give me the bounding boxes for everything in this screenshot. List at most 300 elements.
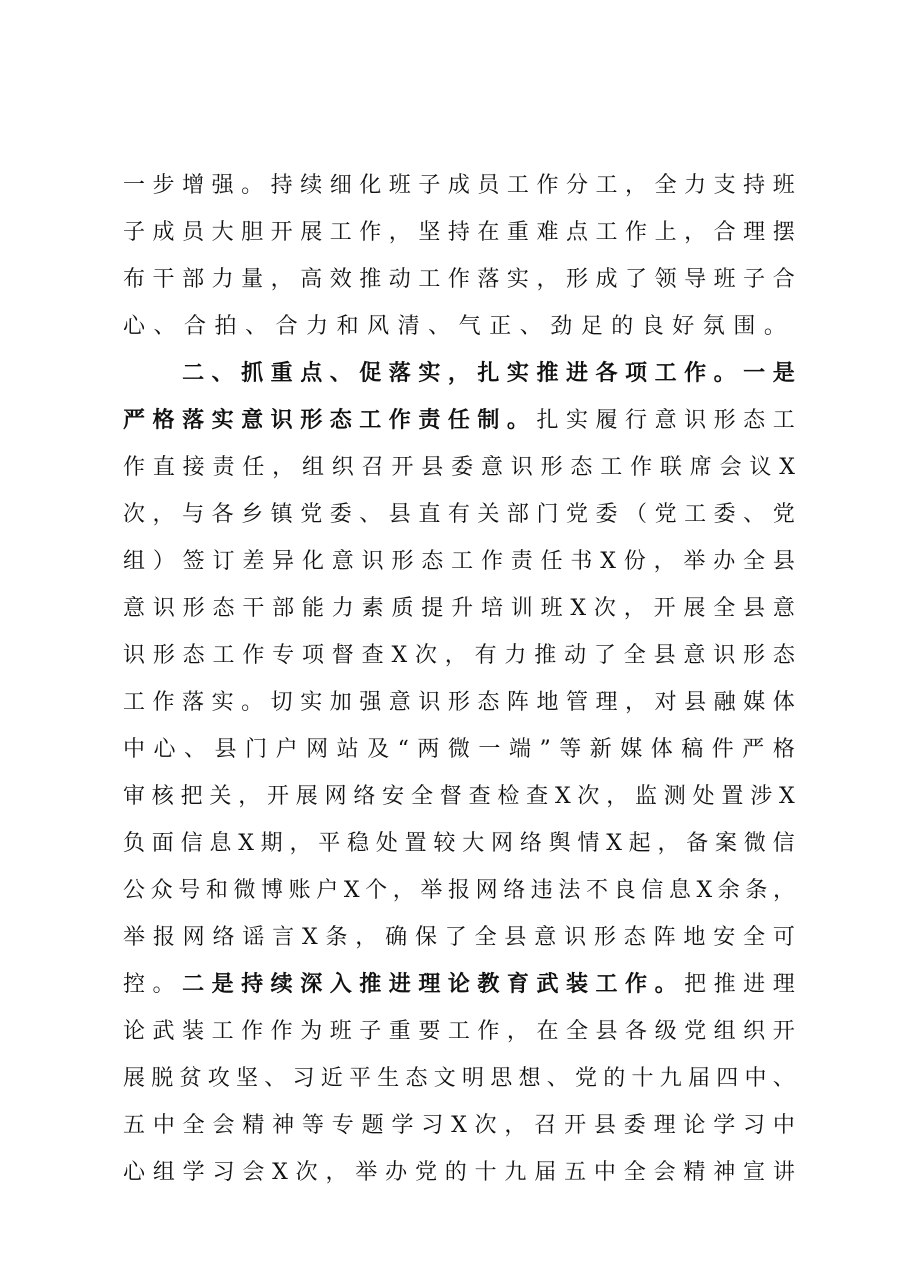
text-char: 情	[577, 831, 600, 856]
text-char: 班	[713, 267, 736, 292]
text-char: 工	[447, 1019, 470, 1044]
text-line	[123, 1149, 795, 1196]
text-char: 全	[410, 784, 433, 809]
text-line	[123, 585, 795, 632]
text-char: 武	[536, 971, 559, 997]
text-char: 负	[123, 831, 146, 856]
text-char: 班	[772, 173, 795, 198]
text-char: 。	[241, 173, 264, 198]
text-char: 实	[506, 267, 529, 292]
text-char: 想	[518, 1066, 541, 1091]
text-char: 格	[772, 737, 795, 762]
text-char: 委	[713, 502, 736, 527]
text-char: 作	[242, 643, 265, 668]
text-char: 稿	[681, 737, 704, 762]
text-char: 、	[546, 1066, 569, 1091]
text-char: 清	[397, 314, 429, 339]
text-char: 识	[684, 408, 707, 433]
text-char: 育	[506, 971, 529, 997]
text-char: 次	[123, 502, 146, 527]
text-char: 置	[721, 784, 744, 809]
text-char: 作	[480, 549, 503, 574]
text-char: 党	[414, 1160, 437, 1185]
text-char: 阵	[506, 690, 529, 715]
text-line	[123, 538, 795, 585]
text-char: 文	[433, 1066, 456, 1091]
text-char: 接	[182, 455, 205, 480]
text-char: ，	[772, 878, 795, 903]
text-char: 识	[713, 643, 736, 668]
text-char: 高	[300, 267, 323, 292]
text-char: 意	[480, 455, 503, 480]
text-char: X	[600, 549, 616, 574]
text-char: 五	[123, 1113, 146, 1138]
text-char: 平	[349, 1066, 372, 1091]
text-char: 精	[683, 1160, 706, 1185]
text-char: 二	[182, 971, 205, 997]
text-char: 条	[745, 878, 768, 903]
text-char: 一	[743, 360, 766, 386]
text-char: 县	[214, 737, 237, 762]
text-char: 形	[713, 408, 736, 433]
text-char: 党	[565, 502, 588, 527]
text-char: 动	[564, 643, 587, 668]
text-line	[123, 444, 795, 491]
text-char: 氛	[702, 314, 734, 339]
text-char: 级	[654, 1019, 677, 1044]
text-char: 直	[418, 502, 441, 527]
text-char: 心	[153, 737, 176, 762]
text-char: 微	[447, 737, 470, 762]
text-char: 九	[659, 1066, 682, 1091]
text-char: 展	[295, 784, 318, 809]
text-char: 两	[417, 737, 440, 762]
text-char: 检	[497, 784, 520, 809]
text-char: 推	[536, 360, 559, 386]
text-char: 、	[772, 1066, 795, 1091]
text-char: 网	[491, 831, 514, 856]
text-line	[123, 1008, 795, 1055]
text-char: 任	[447, 407, 470, 433]
text-char: 各	[595, 360, 618, 386]
text-char: 严	[742, 737, 765, 762]
text-char: 、	[743, 502, 766, 527]
text-char: 网	[475, 878, 498, 903]
text-char: 站	[336, 737, 359, 762]
text-char: 对	[654, 690, 677, 715]
text-char: 严	[123, 407, 146, 433]
text-char: 形	[565, 267, 588, 292]
text-char: ，	[625, 690, 648, 715]
text-char: 中	[123, 737, 146, 762]
text-char: 工	[123, 690, 146, 715]
text-char: 识	[123, 643, 146, 668]
text-char: 、	[329, 360, 352, 386]
text-char: 责	[510, 549, 533, 574]
text-char: 要	[418, 1019, 441, 1044]
text-char: 态	[477, 690, 500, 715]
text-char: 专	[272, 643, 295, 668]
text-char: X	[451, 1113, 467, 1138]
text-char: 贫	[179, 1066, 202, 1091]
text-char: 中	[744, 1066, 767, 1091]
text-char: 布	[123, 267, 146, 292]
text-char: 作	[241, 1019, 264, 1044]
text-char: 开	[564, 1113, 587, 1138]
text-char: ，	[606, 784, 629, 809]
text-char: ”	[539, 737, 551, 762]
text-char: 、	[245, 314, 276, 339]
text-char: 合	[275, 314, 307, 339]
text-char: 成	[447, 173, 470, 198]
text-char: X	[238, 831, 254, 856]
text-line	[123, 773, 795, 820]
text-char: 的	[444, 1160, 467, 1185]
text-char: 实	[418, 360, 441, 386]
text-char: 媒	[620, 737, 643, 762]
text-char: 络	[519, 831, 542, 856]
text-char: 工	[772, 408, 795, 433]
text-char: 党	[575, 1066, 598, 1091]
text-char: 号	[178, 878, 201, 903]
text-char: 重	[506, 220, 529, 245]
text-char: 化	[301, 549, 324, 574]
text-char: 工	[418, 267, 441, 292]
text-char: 件	[711, 737, 734, 762]
text-char: 微	[743, 831, 766, 856]
text-char: 面	[151, 831, 174, 856]
text-char: 工	[595, 220, 618, 245]
text-char: 强	[211, 173, 234, 198]
text-char: ，	[270, 267, 293, 292]
text-char: 态	[329, 407, 352, 433]
text-char: 足	[580, 314, 612, 339]
text-char: 实	[211, 407, 234, 433]
text-char: 网	[324, 784, 347, 809]
text-char: ，	[392, 878, 415, 903]
text-char: 近	[320, 1066, 343, 1091]
text-char: 习	[292, 1066, 315, 1091]
text-char: 升	[451, 596, 474, 621]
text-char: 办	[713, 549, 736, 574]
text-char: 余	[717, 878, 740, 903]
text-char: 全	[623, 643, 646, 668]
text-char: 子	[743, 267, 766, 292]
text-char: 增	[182, 173, 205, 198]
text-char: 党	[300, 502, 323, 527]
text-char: 导	[684, 267, 707, 292]
text-char: 众	[150, 878, 173, 903]
text-char: 识	[510, 455, 533, 480]
text-char: 强	[359, 690, 382, 715]
text-char: 四	[716, 1066, 739, 1091]
text-char: 学	[713, 1113, 736, 1138]
text-char: 开	[266, 784, 289, 809]
text-char: 账	[288, 878, 311, 903]
text-char: X	[272, 1160, 288, 1185]
text-char: 神	[272, 1113, 295, 1138]
text-char: 意	[772, 596, 795, 621]
text-char: 全	[743, 925, 766, 950]
text-char: 工	[654, 360, 677, 386]
text-char: 明	[462, 1066, 485, 1091]
text-char: 力	[331, 596, 354, 621]
text-char: 实	[300, 690, 323, 715]
text-char: 班	[388, 173, 411, 198]
text-char: 监	[635, 784, 658, 809]
text-char: 开	[772, 1019, 795, 1044]
text-char: 动	[388, 267, 411, 292]
text-char: 责	[418, 407, 441, 433]
text-char: 网	[306, 737, 329, 762]
text-char: 公	[123, 878, 146, 903]
text-char: ，	[447, 360, 470, 386]
text-char: 次	[474, 1113, 497, 1138]
text-char: X	[343, 878, 360, 903]
text-char: 核	[151, 784, 174, 809]
text-char: 信	[180, 831, 203, 856]
text-char: ，	[625, 173, 648, 198]
text-char: 会	[212, 1113, 235, 1138]
text-char: 作	[477, 1019, 500, 1044]
text-char: 工	[595, 971, 618, 997]
text-char: 、	[264, 1066, 287, 1091]
text-char: 重	[270, 360, 293, 386]
text-char: 意	[241, 407, 264, 433]
text-char: 扎	[477, 360, 500, 386]
text-char: 地	[683, 925, 706, 950]
text-char: 组	[123, 549, 146, 574]
text-char: 力	[211, 267, 234, 292]
text-char: 推	[534, 643, 557, 668]
text-char: 二	[182, 360, 205, 386]
text-char: 展	[683, 596, 706, 621]
text-char: 量	[241, 267, 264, 292]
text-char: 议	[749, 455, 772, 480]
text-char: 良	[613, 878, 636, 903]
text-char: 脱	[151, 1066, 174, 1091]
text-char: 续	[270, 971, 293, 997]
text-char: 举	[683, 549, 706, 574]
text-char: 点	[565, 220, 588, 245]
text-line	[123, 209, 795, 256]
text-char: 签	[182, 549, 205, 574]
text-char: 会	[719, 455, 742, 480]
text-char: 素	[361, 596, 384, 621]
text-char: 涉	[750, 784, 773, 809]
text-char: 九	[504, 1160, 527, 1185]
text-char: 切	[270, 690, 293, 715]
text-char: 持	[743, 173, 766, 198]
text-char: 安	[713, 925, 736, 950]
text-char: 举	[420, 878, 443, 903]
text-char: 效	[329, 267, 352, 292]
text-char: 提	[421, 596, 444, 621]
text-char: 阵	[653, 925, 676, 950]
text-char: 报	[152, 925, 175, 950]
text-char: 县	[388, 502, 411, 527]
text-line	[123, 867, 795, 914]
text-char: 全	[565, 1019, 588, 1044]
text-char: 端	[508, 737, 531, 762]
text-char: 全	[654, 173, 677, 198]
text-char: 。	[152, 972, 175, 997]
text-char: 、	[211, 360, 234, 386]
text-char: 进	[565, 360, 588, 386]
text-char: 较	[433, 831, 456, 856]
text-char: 作	[630, 455, 653, 480]
text-char: 查	[361, 643, 384, 668]
text-char: 实	[211, 690, 234, 715]
text-char: 大	[462, 831, 485, 856]
text-char: 书	[570, 549, 593, 574]
text-char: 子	[359, 1019, 382, 1044]
text-char: 论	[683, 1113, 706, 1138]
text-char: 形	[182, 596, 205, 621]
text-char: 抓	[241, 360, 264, 386]
text-char: 会	[242, 1160, 265, 1185]
text-char: 直	[152, 455, 175, 480]
text-char: 态	[772, 643, 795, 668]
text-char: 织	[743, 1019, 766, 1044]
text-char: 宣	[743, 1160, 766, 1185]
text-char: 。	[654, 971, 677, 997]
text-char: 工	[211, 1019, 234, 1044]
text-char: 识	[418, 690, 441, 715]
text-char: 持	[241, 971, 264, 997]
text-char: 报	[447, 878, 470, 903]
text-char: 媒	[743, 690, 766, 715]
text-char: 干	[152, 267, 175, 292]
body-text	[123, 162, 795, 1196]
text-char: ，	[152, 502, 175, 527]
text-char	[153, 350, 175, 397]
text-char: 项	[301, 643, 324, 668]
text-char: 置	[404, 831, 427, 856]
text-char: 体	[772, 690, 795, 715]
text-char: 员	[182, 220, 205, 245]
text-char: 良	[641, 314, 673, 339]
text-char: 开	[270, 220, 293, 245]
text-char: 处	[375, 831, 398, 856]
text-char: 心	[123, 1160, 146, 1185]
text-char: 有	[474, 643, 497, 668]
text-char: 。	[763, 314, 795, 339]
text-char: 培	[480, 596, 503, 621]
text-char: “	[397, 737, 409, 762]
text-char: 进	[388, 971, 411, 997]
text-char: 意	[388, 690, 411, 715]
text-char: 工	[684, 502, 707, 527]
text-char: 微	[233, 878, 256, 903]
text-char: 作	[536, 173, 559, 198]
text-char: 稳	[347, 831, 370, 856]
text-char: （	[625, 502, 648, 527]
text-char: 、	[359, 502, 382, 527]
text-line	[123, 726, 795, 773]
text-char: 案	[715, 831, 738, 856]
text-char: ，	[684, 220, 707, 245]
text-char: 心	[123, 314, 154, 339]
text-char: 审	[123, 784, 146, 809]
text-char: 理	[772, 972, 795, 997]
text-char: 实	[565, 408, 588, 433]
text-char: 入	[329, 971, 352, 997]
text-char: 体	[650, 737, 673, 762]
text-char: ，	[238, 784, 261, 809]
text-char: 委	[329, 502, 352, 527]
text-char: 坚	[236, 1066, 259, 1091]
text-line	[123, 397, 795, 444]
text-char: 合	[184, 314, 215, 339]
text-char: 识	[152, 596, 175, 621]
text-char: 了	[593, 643, 616, 668]
text-char: 督	[331, 643, 354, 668]
text-char: 态	[182, 643, 205, 668]
text-char: X	[778, 784, 795, 809]
text-char: 开	[391, 455, 414, 480]
text-char: 融	[713, 690, 736, 715]
text-char: 开	[653, 596, 676, 621]
text-char: 子	[418, 173, 441, 198]
text-line	[123, 256, 795, 303]
text-char: 形	[447, 690, 470, 715]
text-char: 理	[743, 220, 766, 245]
text-char: 成	[595, 267, 618, 292]
text-char: 镇	[270, 502, 293, 527]
text-char: 的	[611, 314, 642, 339]
text-char: 会	[653, 1160, 676, 1185]
text-char: 平	[318, 831, 341, 856]
text-char: 落	[477, 267, 500, 292]
text-char: 党	[684, 1019, 707, 1044]
text-char: 。	[241, 690, 264, 715]
text-char: 步	[152, 173, 175, 198]
text-char: 督	[439, 784, 462, 809]
text-char: 分	[565, 173, 588, 198]
text-char: 劲	[550, 314, 581, 339]
text-char: 神	[713, 1160, 736, 1185]
text-char: 召	[534, 1113, 557, 1138]
text-char: 态	[212, 596, 235, 621]
text-char: 全	[474, 925, 497, 950]
text-char: 题	[361, 1113, 384, 1138]
text-char: 学	[391, 1113, 414, 1138]
text-char: 力	[306, 314, 337, 339]
text-char: X	[606, 831, 622, 856]
text-char: 门	[245, 737, 268, 762]
text-char: 部	[506, 502, 529, 527]
text-char: ，	[504, 1113, 527, 1138]
text-char: 信	[772, 831, 795, 856]
text-char: 五	[564, 1160, 587, 1185]
text-char: 持	[447, 220, 470, 245]
text-char: X	[779, 455, 795, 480]
text-char: 差	[242, 549, 265, 574]
text-char: 把	[684, 972, 707, 997]
text-char: 县	[743, 596, 766, 621]
text-char: 工	[329, 220, 352, 245]
text-char: 委	[595, 502, 618, 527]
text-char: 各	[625, 1019, 648, 1044]
text-char: 中	[772, 1113, 795, 1138]
text-char: 子	[123, 220, 146, 245]
text-char: 展	[300, 220, 323, 245]
text-char: 异	[272, 549, 295, 574]
text-char: 制	[477, 407, 500, 433]
text-char: 安	[382, 784, 405, 809]
text-char: X	[554, 784, 571, 809]
